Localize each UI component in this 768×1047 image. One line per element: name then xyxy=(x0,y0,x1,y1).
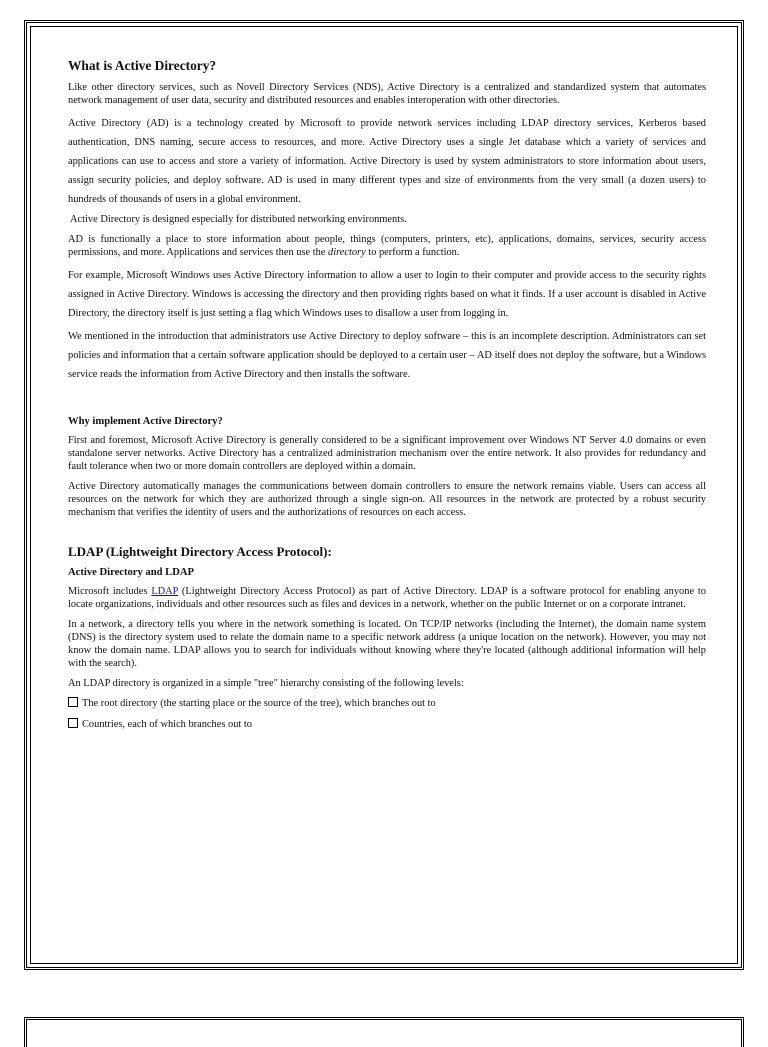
document-body xyxy=(68,58,706,739)
list-item-text: Countries, each of which branches out to xyxy=(82,719,252,730)
checkbox-bullet-icon xyxy=(68,718,78,728)
text: AD is functionally a place to store information about people, things (computers, printers, etc), applications, domains, services, security access permissions, and more. Applications and services then use the xyxy=(68,234,706,258)
heading-ldap: LDAP (Lightweight Directory Access Protocol): xyxy=(68,544,332,559)
paragraph-microsoft-includes xyxy=(68,585,706,611)
heading-what-is-ad: What is Active Directory? xyxy=(68,58,217,73)
paragraph-deploy-software: We mentioned in the introduction that administrators use Active Directory to deploy software – this is an incomplete description. Administrators can set policies and information that a certain software application should be deployed to a certain user – AD itself does not deploy the software, but a Windows service reads the information from Active Directory and then installs the software. xyxy=(68,331,706,380)
paragraph-communications: Active Directory automatically manages the communications between domain controllers to ensure the network remains viable. Users can access all resources on the network for which they are authorized through a single sign-on. All resources in the network are protected by a robust security mechanism that verifies the identity of users and the authorizations of resources on each access. xyxy=(68,481,706,518)
subheading-ad-and-ldap: Active Directory and LDAP xyxy=(68,567,195,578)
text: Microsoft includes xyxy=(68,586,152,597)
paragraph-ldap-tree: An LDAP directory is organized in a simple "tree" hierarchy consisting of the following levels: xyxy=(68,678,464,689)
checkbox-bullet-icon xyxy=(68,697,78,707)
paragraph-functional-store xyxy=(68,233,706,259)
list-item-text: The root directory (the starting place or the source of the tree), which branches out to xyxy=(82,698,436,709)
paragraph-distributed: Active Directory is designed especially for distributed networking environments. xyxy=(68,214,407,225)
paragraph-ad-technology: Active Directory (AD) is a technology created by Microsoft to provide network services including LDAP directory services, Kerberos based authentication, DNS naming, secure access to resources, and more. Active Directory uses a single Jet database which a variety of services and applications can use to access and store a variety of information. Active Directory is used by system administrators to store information about users, assign security policies, and deploy software. AD is used in many different types and size of environments from the very small (a dozen users) to hundreds of thousands of users in a global environment. xyxy=(68,118,706,205)
text: (Lightweight Directory Access Protocol) as part of Active Directory. LDAP is a software protocol for enabling anyone to locate organizations, individuals and other resources such as files and devices in a network, whether on the public Internet or on a corporate intranet. xyxy=(68,586,706,610)
ldap-link[interactable]: LDAP xyxy=(151,586,179,597)
list-item xyxy=(68,718,706,731)
paragraph-directory-network: In a network, a directory tells you where in the network something is located. On TCP/IP networks (including the Internet), the domain name system (DNS) is the directory system used to relate the domain name to a specific network address (a unique location on the network). However, you may not know the domain name. LDAP allows you to search for individuals without knowing where they're located (although additional information will help with the search). xyxy=(68,619,706,669)
paragraph-windows-example: For example, Microsoft Windows uses Active Directory information to allow a user to login to their computer and provide access to the security rights assigned in Active Directory. Windows is accessing the directory and then providing rights based on what it finds. If a user account is disabled in Active Directory, the directory itself is just setting a flag which Windows uses to disallow a user from logging in. xyxy=(68,270,706,319)
directory-emphasis: directory xyxy=(328,247,366,258)
next-page-border xyxy=(24,1017,744,1047)
text: to perform a function. xyxy=(365,247,460,258)
list-item xyxy=(68,697,706,710)
paragraph-improvement: First and foremost, Microsoft Active Directory is generally considered to be a significant improvement over Windows NT Server 4.0 domains or even standalone server networks. Active Directory has a centralized administration mechanism over the entire network. It also provides for redundancy and fault tolerance when two or more domain controllers are deployed within a domain. xyxy=(68,435,706,472)
paragraph-intro: Like other directory services, such as Novell Directory Services (NDS), Active Directory is a centralized and standardized system that automates network management of user data, security and distributed resources and enables interoperation with other directories. xyxy=(68,82,706,106)
heading-why-implement: Why implement Active Directory? xyxy=(68,416,223,427)
